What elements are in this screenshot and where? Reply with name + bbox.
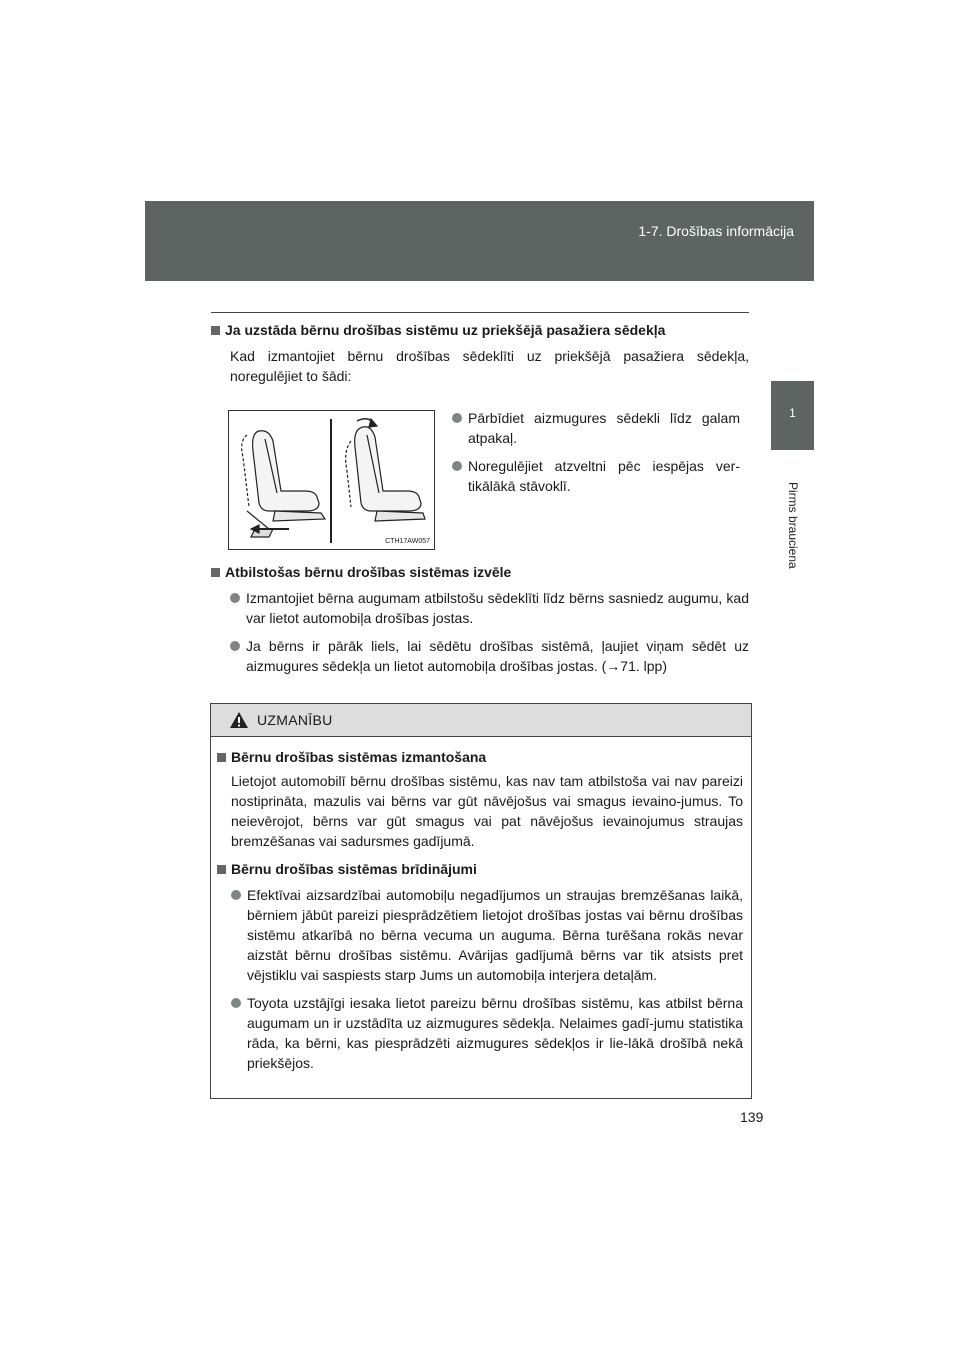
list-item	[230, 636, 749, 676]
seat-illustration	[229, 411, 434, 549]
section-heading-text: Atbilstošas bērnu drošības sistēmas izvēle	[225, 564, 512, 580]
section-heading	[211, 564, 749, 580]
warning-header	[211, 704, 751, 737]
square-bullet-icon	[211, 568, 220, 577]
bullet-dot-icon	[231, 890, 241, 900]
section-heading	[211, 322, 749, 338]
list-item	[231, 993, 743, 1073]
list-item-text: Pārbīdiet aizmugures sēdekli līdz galam atpakaļ.	[468, 410, 740, 446]
list-item-text: Toyota uzstājīgi iesaka lietot pareizu bērnu drošības sistēmu, kas atbilst bērna augumam un ir uzstādīta uz aizmugures sēdekļa. Nelaimes gadī-jumu statistika rāda, ka bērni, kas piesprādzēti aizmugures sēdekļos ir lie-lākā drošībā nekā priekšējos.	[247, 995, 743, 1071]
warning-subheading	[217, 861, 743, 877]
page-number: 139	[740, 1109, 764, 1125]
list-item	[231, 885, 743, 985]
warning-subheading	[217, 749, 743, 765]
warning-subheading-text: Bērnu drošības sistēmas brīdinājumi	[231, 861, 477, 877]
section-front-seat	[211, 322, 749, 386]
list-item-text: Noregulējiet atzveltni pēc iespējas ver-tikālākā stāvoklī.	[468, 458, 740, 494]
chapter-number: 1	[789, 406, 796, 420]
chapter-label: Pirms brauciena	[786, 481, 800, 569]
figure-code: CTH17AW057	[385, 538, 430, 545]
warning-triangle-icon	[229, 711, 249, 729]
warning-paragraph: Lietojot automobilī bērnu drošības sistēmu, kas nav tam atbilstoša vai nav pareizi nostiprināta, mazulis vai bērns var gūt nāvējošus vai smagus ievaino-jumus. To neievērojot, bērns var gūt smagus vai pat nāvējošus ievainojumus straujas bremzēšanas vai sadursmes gadījumā.	[231, 773, 743, 849]
list-item	[230, 588, 749, 628]
warning-subheading-text: Bērnu drošības sistēmas izmantošana	[231, 749, 487, 765]
warning-title: UZMANĪBU	[257, 712, 333, 728]
chapter-tab	[771, 381, 814, 450]
top-divider	[211, 312, 749, 313]
bullet-dot-icon	[231, 998, 241, 1008]
section-title: 1-7. Drošības informācija	[638, 223, 794, 239]
bullet-dot-icon	[452, 461, 462, 471]
list-item-text: Efektīvai aizsardzībai automobiļu negadījumos un straujas bremzēšanas laikā, bērniem jābūt pareizi piesprādzētiem lietojot drošības jostas vai bērnu drošības sistēmu atkarībā no bērna vecuma un auguma. Bērna turēšana rokās nevar aizstāt bērnu drošības sistēmu. Avārijas gadījumā bērns var tik atsists pret vējstiklu vai saspiests starp Jums un automobiļa interjera detaļām.	[247, 887, 743, 983]
intro-paragraph: Kad izmantojiet bērnu drošības sēdeklīti uz priekšējā pasažiera sēdekļa, noregulējiet to šādi:	[230, 348, 749, 384]
bullet-dot-icon	[230, 593, 240, 603]
list-item	[452, 408, 740, 448]
bullet-dot-icon	[452, 413, 462, 423]
seat-adjust-figure	[228, 410, 435, 550]
list-item-text: Izmantojiet bērna augumam atbilstošu sēdeklīti līdz bērns sasniedz augumu, kad var lietot automobiļa drošības jostas.	[246, 590, 749, 626]
square-bullet-icon	[217, 753, 226, 762]
header-band	[145, 201, 814, 281]
list-item	[452, 456, 740, 496]
section-heading-text: Ja uzstāda bērnu drošības sistēmu uz priekšējā pasažiera sēdekļa	[225, 322, 666, 338]
list-item-text: Ja bērns ir pārāk liels, lai sēdētu drošības sistēmā, ļaujiet viņam sēdēt uz aizmugures sēdekļa un lietot automobiļa drošības jostas. (→71. lpp)	[246, 638, 749, 674]
warning-box	[210, 703, 752, 1099]
bullet-dot-icon	[230, 641, 240, 651]
square-bullet-icon	[217, 865, 226, 874]
seat-bullets	[452, 408, 740, 496]
section-choose-system	[211, 564, 749, 676]
square-bullet-icon	[211, 326, 220, 335]
